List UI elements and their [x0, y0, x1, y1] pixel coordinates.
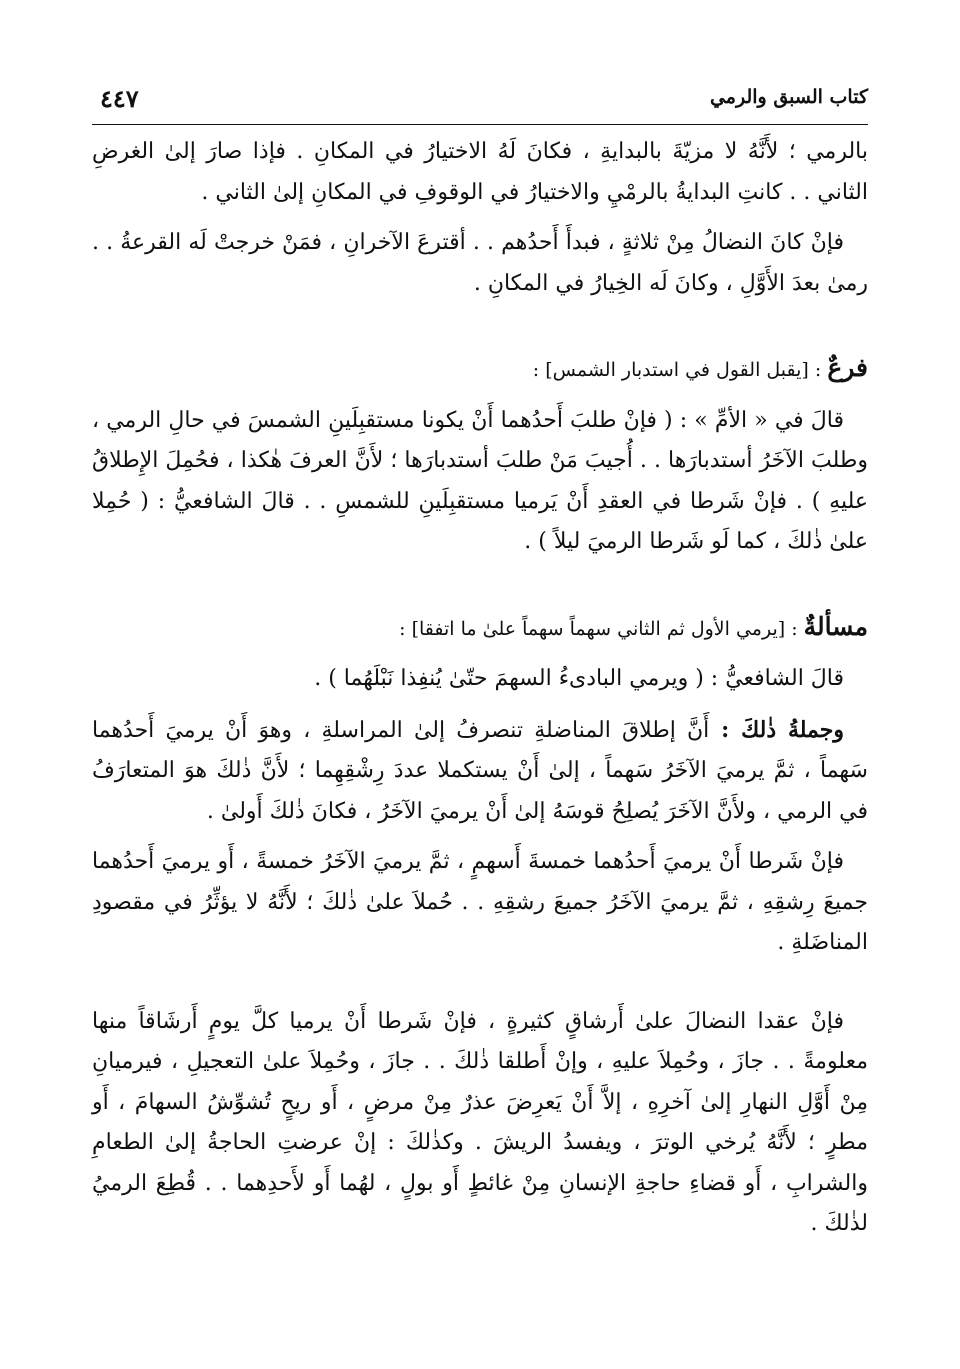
section-label: فرعٌ [827, 353, 868, 382]
paragraph: فإنْ شَرطا أَنْ يرميَ أَحدُهما خمسةَ أَسهمٍ ، ثمَّ يرميَ الآخَرُ خمسةً ، أَو يرميَ أَحدُهما جميعَ رِشقِهِ ، ثمَّ يرميَ الآخَرُ جميعَ رشقِهِ . . حُملاَ علىٰ ذٰلكَ ؛ لأَنَّهُ لا يؤثِّرُ في مقصودِ المناضَلةِ . [92, 849, 868, 955]
section-title: [يقبل القول في استدبار الشمس] : [532, 359, 809, 381]
lead-in-separator: : [709, 716, 742, 743]
page-header [92, 84, 868, 125]
paragraph [92, 710, 868, 833]
paragraph: قالَ في « الأمِّ » : ( فإنْ طلبَ أَحدُهما أَنْ يكونا مستقبِلَينِ الشمسَ في حالِ الرمي ، وطلبَ الآخَرُ أستدبارَها . . أُجيبَ مَنْ طلبَ أستدبارَها ؛ لأَنَّ العرفَ هٰكذا ، فحُمِلَ الإِطلاقُ عليهِ ) . فإنْ شَرطا في العقدِ أَنْ يَرميا مستقبِلَينِ للشمسِ . . قالَ الشافعيُّ : ( حُمِلا علىٰ ذٰلكَ ، كما لَو شَرطا الرميَ ليلاً ) . [92, 407, 868, 554]
paragraph: فإنْ كانَ النضالُ مِنْ ثلاثةٍ ، فبدأَ أَحدُهم . . أقترعَ الآخرانِ ، فمَنْ خرجتْ لَه القرعةُ . . رمىٰ بعدَ الأَوَّلِ ، وكانَ لَه الخِيارُ في المكانِ . [92, 230, 868, 296]
page-number: ٤٤٧ [100, 84, 139, 113]
paragraph: فإنْ عقدا النضالَ علىٰ أَرشاقٍ كثيرةٍ ، فإنْ شَرطا أَنْ يرميا كلَّ يومٍ أَرشَاقاً منها معلومةً . . جازَ ، وحُمِلاَ عليهِ ، وإنْ أَطلقا ذٰلكَ . . جازَ ، وحُمِلاَ علىٰ التعجيلِ ، فيرميانِ مِنْ أَوَّلِ النهارِ إلىٰ آخرِهِ ، إلاَّ أَنْ يَعرِضَ عذرٌ مِنْ مرضٍ ، أَو ريحٍ تُشوِّشُ السهامَ ، أَو مطرٍ ؛ لأَنَّهُ يُرخي الوترَ ، ويفسدُ الريشَ . وكذٰلكَ : إنْ عرضتِ الحاجةُ إلىٰ الطعامِ والشرابِ ، أَو قضاءِ حاجةِ الإنسانِ مِنْ غائطٍ أَو بولٍ ، لهُما أَو لأَحدِهما . . قُطِعَ الرميُ لذٰلكَ . [92, 1008, 868, 1236]
section-separator: : [785, 617, 804, 640]
lead-in: وجملةُ ذٰلكَ [741, 716, 844, 743]
running-title: كتاب السبق والرمي [709, 86, 868, 108]
paragraph: بالرمي ؛ لأَنَّهُ لا مزيّةَ بالبدايةِ ، فكانَ لَهُ الاختيارُ في المكانِ . فإذا صارَ إلىٰ الغرضِ الثاني . . كانتِ البدايةُ بالرمْيِ والاختيارُ في الوقوفِ في المكانِ إلىٰ الثاني . [92, 139, 868, 205]
section-separator: : [808, 359, 828, 381]
body-text [92, 132, 868, 1245]
paragraph: قالَ الشافعيُّ : ( ويرمي البادىءُ السهمَ حتّىٰ يُنفِذا نَبْلَهُما ) . [314, 666, 844, 691]
section-label: مسألةٌ [803, 611, 868, 641]
paragraph-text: أَنَّ إطلاقَ المناضلةِ تنصرفُ إلىٰ المراسلةِ ، وهوَ أَنْ يرميَ أَحدُهما سَهماً ، ثمَّ يرميَ الآخَرُ سَهماً ، إلىٰ أَنْ يستكملا عددَ رِشْقِهِما ؛ لأَنَّ ذٰلكَ هوَ المتعارَفُ في الرمي ، ولأَنَّ الآخَرَ يُصلِحُ قوسَهُ إلىٰ أَنْ يرميَ الآخَرُ ، فكانَ ذٰلكَ أَولىٰ . [92, 717, 868, 824]
section-heading [92, 607, 868, 650]
section-heading [92, 348, 868, 391]
section-title: [يرمي الأول ثم الثاني سهماً سهماً علىٰ ما اتفقا] : [399, 617, 786, 640]
